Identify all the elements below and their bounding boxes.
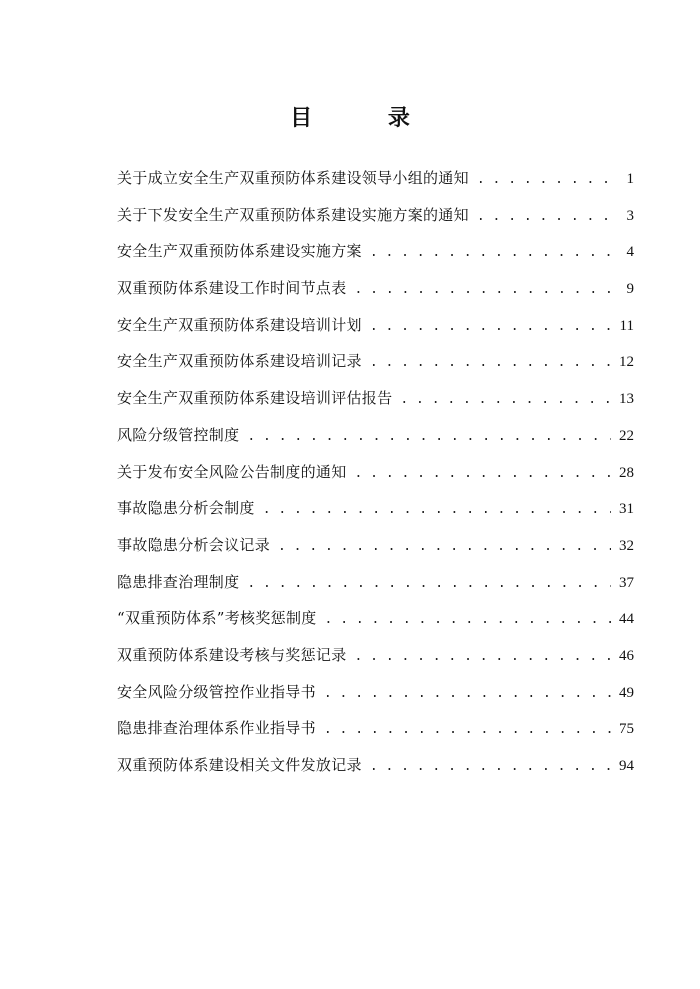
toc-entry-page: 11 (619, 317, 634, 334)
toc-entry-page: 22 (619, 427, 634, 444)
toc-entry-page: 1 (626, 171, 634, 187)
toc-entry[interactable] (117, 386, 634, 423)
toc-entry-page: 46 (619, 647, 634, 664)
toc-entry-label: 隐患排查治理体系作业指导书 (117, 719, 316, 738)
toc-entry-page: 4 (626, 244, 634, 261)
toc-entry-page: 3 (626, 207, 634, 224)
toc-entry-page: 32 (619, 537, 634, 554)
toc-dot-leader (370, 755, 611, 779)
toc-dot-leader (278, 535, 611, 559)
toc-entry-page: 75 (619, 721, 634, 738)
toc-dot-leader (324, 682, 611, 706)
toc-entry[interactable] (117, 276, 634, 313)
page-title: 目 录 (290, 104, 444, 131)
toc-entry-label: 双重预防体系建设相关文件发放记录 (117, 756, 362, 774)
toc-entry-label: 安全生产双重预防体系建设培训计划 (117, 315, 362, 334)
toc-entry-page: 31 (619, 501, 634, 518)
toc-dot-leader (400, 388, 611, 412)
toc-entry-page: 13 (619, 391, 634, 408)
toc-dot-leader (370, 315, 612, 339)
toc-dot-leader (355, 278, 614, 302)
toc-dot-leader (477, 168, 614, 192)
toc-dot-leader (247, 425, 611, 449)
toc-entry-label: 安全生产双重预防体系建设实施方案 (117, 242, 362, 261)
toc-entry-label: 双重预防体系建设工作时间节点表 (117, 279, 347, 298)
toc-entry-page: 44 (619, 611, 634, 628)
toc-entry[interactable] (117, 166, 634, 203)
toc-entry[interactable] (117, 349, 634, 386)
toc-entry[interactable] (117, 680, 634, 717)
toc-dot-leader (355, 645, 611, 669)
toc-dot-leader (370, 241, 614, 265)
toc-entry-page: 49 (619, 684, 634, 701)
toc-entry-label: 关于成立安全生产双重预防体系建设领导小组的通知 (117, 169, 469, 187)
toc-entry[interactable] (117, 716, 634, 753)
toc-entry[interactable] (117, 606, 634, 643)
toc-entry[interactable] (117, 570, 634, 607)
toc-entry-label: 事故隐患分析会议记录 (117, 535, 271, 554)
toc-entry-label: 双重预防体系建设考核与奖惩记录 (117, 645, 347, 664)
toc-entry-label: 安全生产双重预防体系建设培训记录 (117, 352, 362, 371)
toc-entry[interactable] (117, 533, 634, 570)
toc-dot-leader (325, 608, 611, 632)
toc-dot-leader (324, 718, 611, 742)
toc-entry[interactable] (117, 423, 634, 460)
toc-entry-label: 关于发布安全风险公告制度的通知 (117, 462, 347, 481)
toc-entry-label: 关于下发安全生产双重预防体系建设实施方案的通知 (117, 205, 469, 224)
toc-dot-leader (370, 351, 611, 375)
toc-dot-leader (247, 572, 611, 596)
toc-entry[interactable] (117, 203, 634, 240)
toc-entry-page: 94 (619, 758, 634, 774)
toc-entry[interactable] (117, 239, 634, 276)
toc-entry[interactable] (117, 753, 634, 790)
toc-dot-leader (355, 462, 611, 486)
toc-entry-page: 9 (626, 281, 634, 298)
toc-entry-label: 安全生产双重预防体系建设培训评估报告 (117, 389, 393, 408)
table-of-contents (117, 166, 634, 790)
toc-entry-page: 28 (619, 464, 634, 481)
toc-entry-page: 12 (619, 354, 634, 371)
toc-entry-label: 安全风险分级管控作业指导书 (117, 682, 316, 701)
toc-entry[interactable] (117, 460, 634, 497)
toc-entry[interactable] (117, 496, 634, 533)
toc-dot-leader (477, 205, 614, 229)
toc-entry-label: 隐患排查治理制度 (117, 572, 240, 591)
toc-entry[interactable] (117, 643, 634, 680)
toc-entry-label: “双重预防体系”考核奖惩制度 (117, 609, 317, 628)
toc-entry[interactable] (117, 313, 634, 350)
toc-entry-label: 事故隐患分析会制度 (117, 499, 255, 518)
toc-dot-leader (263, 498, 611, 522)
toc-entry-page: 37 (619, 574, 634, 591)
toc-entry-label: 风险分级管控制度 (117, 425, 240, 444)
